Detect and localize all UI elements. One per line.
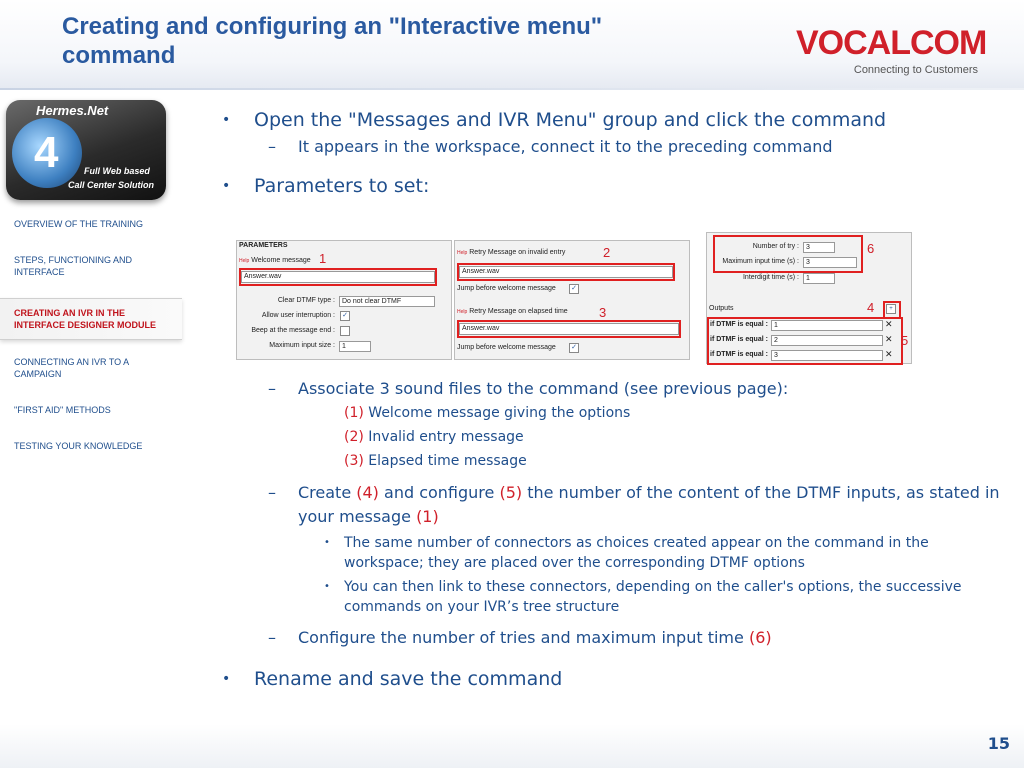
welcome-row xyxy=(239,257,311,264)
max-time-label: Maximum input time (s) : xyxy=(722,258,799,265)
sidebar xyxy=(0,90,200,768)
configure-text: Configure the number of tries and maximum input time xyxy=(298,628,749,647)
create-text-b: and configure xyxy=(378,483,500,502)
callout-number-1: 1 xyxy=(319,251,327,266)
sidebar-item-overview[interactable]: OVERVIEW OF THE TRAINING xyxy=(14,219,144,229)
interdigit-label: Interdigit time (s) : xyxy=(742,274,799,281)
parameters-panel xyxy=(236,240,452,360)
tries-label: Number of try : xyxy=(752,243,799,250)
beep-label: Beep at the message end : xyxy=(251,327,335,334)
create-text-a: Create xyxy=(298,483,357,502)
create-text-c: the number of the content of the DTMF inputs, as stated in your message xyxy=(298,483,1000,526)
callout-ref-5: (5) xyxy=(499,483,523,502)
allow-interruption-checkbox[interactable]: ✓ xyxy=(340,311,350,321)
jump-checkbox-1[interactable]: ✓ xyxy=(569,284,579,294)
outputs-label: Outputs xyxy=(709,305,734,312)
dtmf-input-1[interactable]: 1 xyxy=(771,320,883,331)
parameters-header: PARAMETERS xyxy=(239,242,288,249)
remove-output-icon-1[interactable]: ✕ xyxy=(885,319,893,329)
sidebar-item-connecting[interactable]: CONNECTING AN IVR TO A CAMPAIGN xyxy=(14,357,129,379)
sidebar-item-steps[interactable]: STEPS, FUNCTIONING AND INTERFACE xyxy=(14,255,133,277)
retry-invalid-label: Retry Message on invalid entry xyxy=(469,249,566,256)
sub-bullet-workspace: – It appears in the workspace, connect it to the preceding command xyxy=(212,136,1002,158)
dtmf-label-2: if DTMF is equal : xyxy=(710,336,768,343)
item-invalid-entry xyxy=(212,427,1002,447)
callout-box-2 xyxy=(457,263,675,281)
dtmf-outputs-panel xyxy=(706,232,912,364)
slide-title xyxy=(62,12,762,70)
footer-bar xyxy=(0,724,1024,768)
jump-checkbox-2[interactable]: ✓ xyxy=(569,343,579,353)
retry-elapsed-row xyxy=(457,308,568,315)
item-elapsed-text: Elapsed time message xyxy=(363,453,527,469)
sub-sub-bullet-link: • You can then link to these connectors, depending on the caller's options, the successive commands on your IVR’s tree structure xyxy=(212,577,1002,617)
welcome-message-input[interactable]: Answer.wav xyxy=(241,271,435,283)
allow-interruption-label: Allow user interruption : xyxy=(261,312,335,319)
title-line-2: command xyxy=(62,42,176,69)
sub-bullet-create xyxy=(212,481,1002,529)
help-link-2[interactable]: Help xyxy=(457,250,468,256)
callout-number-3: 3 xyxy=(599,305,607,320)
clear-dtmf-select[interactable]: Do not clear DTMF xyxy=(339,296,435,307)
add-output-icon[interactable]: + xyxy=(886,304,896,314)
sidebar-item-first-aid[interactable]: "FIRST AID" METHODS xyxy=(14,405,111,415)
dtmf-label-3: if DTMF is equal : xyxy=(710,351,768,358)
tries-input[interactable]: 3 xyxy=(803,242,835,253)
badge-brand: Hermes.Net xyxy=(36,103,109,118)
jump-label-1: Jump before welcome message xyxy=(457,285,556,292)
sidebar-nav xyxy=(0,218,182,452)
callout-box-1 xyxy=(239,268,437,286)
jump-label-2: Jump before welcome message xyxy=(457,344,556,351)
bullet-rename-save: • Rename and save the command xyxy=(212,667,1002,691)
callout-ref-1b: (1) xyxy=(416,507,439,526)
logo-tagline: Connecting to Customers xyxy=(853,64,978,76)
sub-bullet-associate: – Associate 3 sound files to the command (see previous page): xyxy=(212,378,1002,400)
sub-sub-bullet-connectors: • The same number of connectors as choices created appear on the command in the workspace; they are placed over the corresponding DTMF options xyxy=(212,533,1002,573)
badge-tagline-1: Full Web based xyxy=(84,166,150,176)
help-link[interactable]: Help xyxy=(239,258,250,264)
max-input-size-input[interactable]: 1 xyxy=(339,341,371,352)
retry-elapsed-label: Retry Message on elapsed time xyxy=(469,308,568,315)
interdigit-input[interactable]: 1 xyxy=(803,273,835,284)
callout-ref-1: (1) xyxy=(344,405,364,421)
dtmf-label-1: if DTMF is equal : xyxy=(710,321,768,328)
callout-ref-3: (3) xyxy=(344,453,364,469)
max-input-size-label: Maximum input size : xyxy=(269,342,335,349)
logo-text: VOCALCOM xyxy=(796,24,987,62)
badge-tagline-2: Call Center Solution xyxy=(68,180,155,190)
max-time-input[interactable]: 3 xyxy=(803,257,857,268)
hermes-net-badge xyxy=(6,100,166,200)
retry-messages-panel xyxy=(454,240,690,360)
callout-number-5: 5 xyxy=(901,333,909,348)
clear-dtmf-label: Clear DTMF type : xyxy=(277,297,335,304)
bullet-parameters: • Parameters to set: xyxy=(212,174,1002,198)
callout-box-3 xyxy=(457,320,681,338)
callout-ref-2: (2) xyxy=(344,429,364,445)
beep-checkbox[interactable] xyxy=(340,326,350,336)
title-bar xyxy=(0,0,1024,88)
retry-invalid-input[interactable]: Answer.wav xyxy=(459,266,673,278)
dtmf-input-2[interactable]: 2 xyxy=(771,335,883,346)
title-line-1: Creating and configuring an "Interactive menu" xyxy=(62,13,603,40)
parameter-screenshots xyxy=(236,232,916,364)
item-elapsed-time xyxy=(212,451,1002,471)
callout-number-2: 2 xyxy=(603,245,611,260)
remove-output-icon-3[interactable]: ✕ xyxy=(885,349,893,359)
welcome-label: Welcome message xyxy=(251,257,311,264)
vocalcom-logo xyxy=(796,26,986,76)
callout-ref-4: (4) xyxy=(356,483,379,502)
dtmf-input-3[interactable]: 3 xyxy=(771,350,883,361)
badge-number: 4 xyxy=(34,128,59,177)
help-link-3[interactable]: Help xyxy=(457,309,468,315)
remove-output-icon-2[interactable]: ✕ xyxy=(885,334,893,344)
callout-number-6: 6 xyxy=(867,241,875,256)
sidebar-item-creating-ivr[interactable]: CREATING AN IVR IN THE INTERFACE DESIGNER MODULE xyxy=(0,298,182,340)
retry-invalid-row xyxy=(457,249,565,256)
item-welcome-message xyxy=(212,403,1002,423)
sub-bullet-configure xyxy=(212,627,1002,649)
item-invalid-text: Invalid entry message xyxy=(363,429,524,445)
callout-ref-6: (6) xyxy=(748,628,772,647)
retry-elapsed-input[interactable]: Answer.wav xyxy=(459,323,679,335)
item-welcome-text: Welcome message giving the options xyxy=(363,405,631,421)
sidebar-item-testing[interactable]: TESTING YOUR KNOWLEDGE xyxy=(14,441,143,451)
callout-number-4: 4 xyxy=(867,300,875,315)
slide-content xyxy=(212,108,1002,691)
bullet-open-group: • Open the "Messages and IVR Menu" group and click the command xyxy=(212,108,1002,132)
page-number: 15 xyxy=(987,734,1010,753)
